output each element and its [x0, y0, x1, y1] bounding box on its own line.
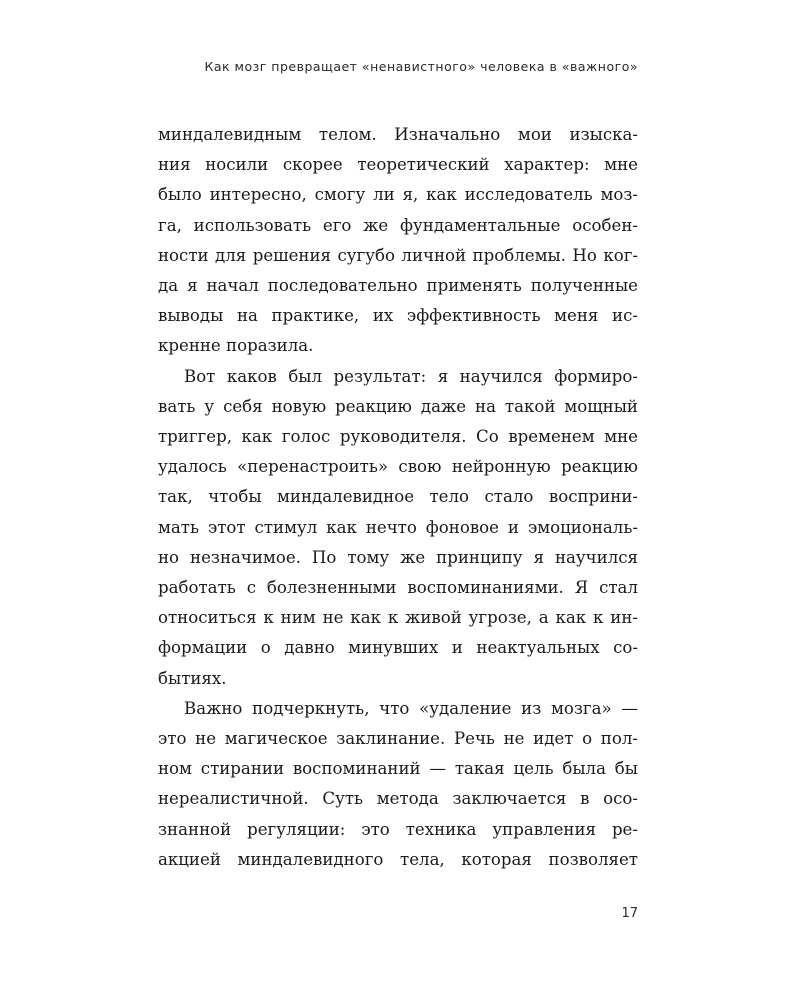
text-line: это не магическое заклинание. Речь не идет о пол- [158, 729, 638, 749]
text-line: выводы на практике, их эффективность меня ис- [158, 306, 638, 326]
text-line: ном стирании воспоминаний — такая цель была бы [158, 759, 638, 779]
text-line: бытиях. [158, 668, 227, 688]
text-line: да я начал последовательно применять полученные [158, 276, 638, 296]
text-line: но незначимое. По тому же принципу я научился [158, 547, 638, 567]
text-line: нереалистичной. Суть метода заключается в осо- [158, 789, 638, 809]
text-line: мать этот стимул как нечто фоновое и эмоциональ- [158, 517, 638, 537]
text-line: ности для решения сугубо личной проблемы. Но ког- [158, 245, 638, 265]
paragraph-first-line: Важно подчеркнуть, что «удаление из мозга» — [184, 698, 638, 718]
text-line: триггер, как голос руководителя. Со временем мне [158, 427, 638, 447]
text-line: формации о давно минувших и неактуальных со- [158, 638, 638, 658]
paragraph-first-line: Вот каков был результат: я научился формиро- [184, 366, 638, 386]
text-line: работать с болезненными воспоминаниями. Я стал [158, 578, 638, 598]
body-text [158, 120, 638, 875]
text-line: га, использовать его же фундаментальные особен- [158, 215, 638, 235]
text-line: знанной регуляции: это техника управления ре- [158, 819, 638, 839]
page-number: 17 [621, 906, 638, 921]
text-line: акцией миндалевидного тела, которая позволяет [158, 849, 638, 869]
text-line: было интересно, смогу ли я, как исследователь моз- [158, 185, 638, 205]
text-line: относиться к ним не как к живой угрозе, а как к ин- [158, 608, 638, 628]
text-line: вать у себя новую реакцию даже на такой мощный [158, 396, 638, 416]
text-line: так, чтобы миндалевидное тело стало восприни- [158, 487, 638, 507]
text-line: миндалевидным телом. Изначально мои изыска- [158, 125, 638, 144]
text-line: ния носили скорее теоретический характер: мне [158, 155, 638, 175]
running-header: Как мозг превращает «ненавистного» человека в «важного» [204, 59, 638, 74]
text-line: удалось «перенастроить» свою нейронную реакцию [158, 457, 638, 477]
text-line: кренне поразила. [158, 336, 314, 356]
